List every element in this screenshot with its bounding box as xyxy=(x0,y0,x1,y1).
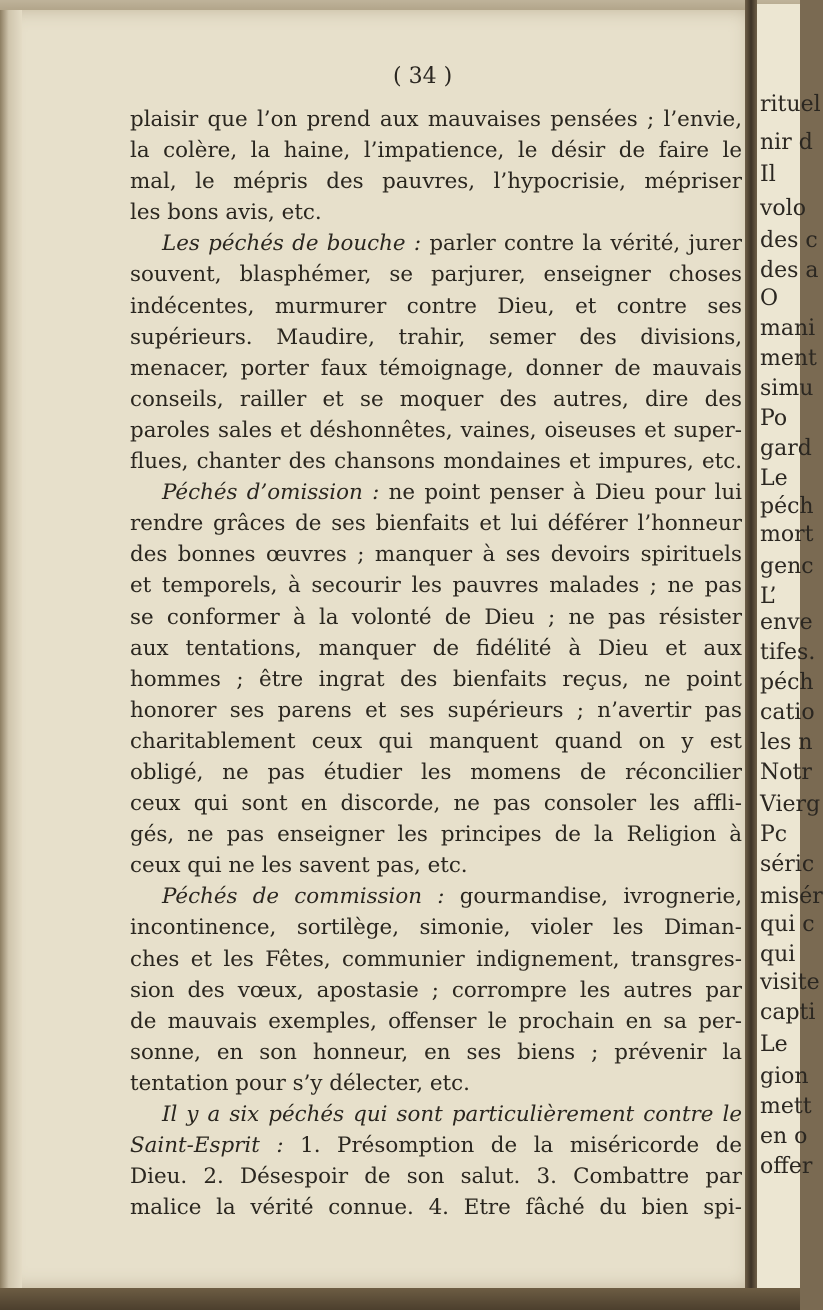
line-text: ceux qui ne les savent pas, etc. xyxy=(130,853,468,879)
text-line xyxy=(130,757,742,788)
line-text: de mauvais exemples, offenser le prochain en sa per- xyxy=(130,1008,742,1034)
line-text: sonne, en son honneur, en ses biens ; prévenir la xyxy=(130,1039,742,1065)
facing-page-fragment: ment xyxy=(760,346,817,371)
line-text: plaisir que l’on prend aux mauvaises pensées ; l’envie, xyxy=(130,107,742,132)
text-line xyxy=(130,1037,742,1068)
text-line xyxy=(130,135,742,166)
facing-page-fragment: Le xyxy=(760,466,788,491)
facing-page-fragment: misér xyxy=(760,884,823,909)
page-left-edge xyxy=(0,10,22,1288)
line-text: charitablement ceux qui manquent quand on y est xyxy=(130,728,742,754)
text-line xyxy=(130,788,742,819)
line-text: flues, chanter des chansons mondaines et impures, etc. xyxy=(130,449,742,475)
facing-page-fragment: mani xyxy=(760,316,816,341)
text-line xyxy=(130,1068,742,1099)
text-line xyxy=(130,166,742,197)
facing-page-fragment: tifes. xyxy=(760,640,816,665)
line-text: gourmandise, ivrognerie, xyxy=(444,884,742,910)
line-text: honorer ses parens et ses supérieurs ; n’avertir pas xyxy=(130,697,742,723)
facing-page-fragment: qui c xyxy=(760,912,815,937)
page-number: ( 34 ) xyxy=(393,64,453,89)
facing-page-fragment: Notr xyxy=(760,760,812,785)
facing-page-fragment: des a xyxy=(760,258,819,283)
facing-page-fragment: capti xyxy=(760,1000,816,1025)
line-text: rendre grâces de ses bienfaits et lui déférer l’honneur xyxy=(130,511,742,537)
facing-page-fragment: Vierg xyxy=(760,792,821,817)
text-line xyxy=(130,446,742,477)
facing-page-fragment: séric xyxy=(760,852,815,877)
text-line xyxy=(130,197,742,228)
section-heading-italic: Saint-Esprit : xyxy=(130,1133,284,1159)
line-text: les bons avis, etc. xyxy=(130,200,322,226)
line-text: conseils, railler et se moquer des autres, dire des xyxy=(130,386,742,412)
text-line xyxy=(130,850,742,881)
line-text: et temporels, à secourir les pauvres malades ; ne pas xyxy=(130,573,742,599)
text-line xyxy=(130,508,742,539)
line-text: indécentes, murmurer contre Dieu, et contre ses xyxy=(130,293,742,319)
facing-page-fragment: rituel xyxy=(760,92,821,117)
line-text: aux tentations, manquer de fidélité à Dieu et aux xyxy=(130,635,742,661)
text-line xyxy=(130,1099,742,1130)
line-text: paroles sales et déshonnêtes, vaines, oiseuses et super- xyxy=(130,417,742,443)
text-line xyxy=(130,602,742,633)
line-text: se conformer à la volonté de Dieu ; ne pas résister xyxy=(130,604,742,630)
facing-page-fragment: mort xyxy=(760,522,814,547)
text-line xyxy=(130,353,742,384)
section-heading-italic: Les péchés de bouche : xyxy=(162,231,422,257)
facing-page-fragment: L’ xyxy=(760,584,777,609)
line-text: souvent, blasphémer, se parjurer, enseigner choses xyxy=(130,262,742,288)
text-line xyxy=(130,415,742,446)
facing-page-fragment: Le xyxy=(760,1032,788,1057)
line-text: hommes ; être ingrat des bienfaits reçus, ne point xyxy=(130,666,742,692)
text-line xyxy=(130,664,742,695)
text-line xyxy=(130,975,742,1006)
facing-page-fragment: des c xyxy=(760,228,818,253)
text-line xyxy=(130,228,742,259)
facing-page-fragment: genc xyxy=(760,554,814,579)
text-line xyxy=(130,477,742,508)
text-line xyxy=(130,291,742,322)
line-text: supérieurs. Maudire, trahir, semer des divisions, xyxy=(130,324,742,350)
body-text xyxy=(130,104,742,1223)
facing-page-fragment: Po xyxy=(760,406,788,431)
text-line xyxy=(130,570,742,601)
facing-page-fragment: volo xyxy=(760,196,806,221)
line-text: incontinence, sortilège, simonie, violer les Diman- xyxy=(130,915,742,941)
facing-page-fragment: gard xyxy=(760,436,812,461)
text-line xyxy=(130,1192,742,1223)
text-line xyxy=(130,384,742,415)
facing-page-fragment: Pc xyxy=(760,822,788,847)
book-gutter xyxy=(745,0,757,1310)
line-text: gés, ne pas enseigner les principes de la Religion à xyxy=(130,822,742,848)
line-text: des bonnes œuvres ; manquer à ses devoirs spirituels xyxy=(130,542,742,568)
facing-page-fragment: O xyxy=(760,286,779,311)
facing-page-fragment: nir d xyxy=(760,130,813,155)
facing-page-fragment: en o xyxy=(760,1124,808,1149)
text-line xyxy=(130,633,742,664)
line-text: 1. Présomption de la miséricorde de xyxy=(283,1133,743,1159)
section-heading-italic: Il y a six péchés qui sont particulièrement contre le xyxy=(162,1102,742,1127)
facing-page-fragment: simu xyxy=(760,376,814,401)
text-line xyxy=(130,726,742,757)
facing-page-fragment: mett xyxy=(760,1094,812,1119)
text-line xyxy=(130,322,742,353)
facing-page-fragment: péch xyxy=(760,670,814,695)
line-text: ches et les Fêtes, communier indignement, transgres- xyxy=(130,946,742,972)
facing-page-fragment: gion xyxy=(760,1064,809,1089)
text-line xyxy=(130,944,742,975)
line-text: obligé, ne pas étudier les momens de réconcilier xyxy=(130,759,742,785)
section-heading-italic: Péchés d’omission : xyxy=(162,480,380,506)
text-line xyxy=(130,912,742,943)
text-line xyxy=(130,259,742,290)
line-text: la colère, la haine, l’impatience, le désir de faire le xyxy=(130,138,742,164)
facing-page-fragment: visite xyxy=(760,970,820,995)
facing-page-fragment: enve xyxy=(760,610,813,635)
text-line xyxy=(130,819,742,850)
page-bottom-edge xyxy=(0,1288,800,1310)
text-line xyxy=(130,695,742,726)
text-line xyxy=(130,881,742,912)
facing-page-fragment: péch xyxy=(760,494,814,519)
facing-page-fragment: qui xyxy=(760,942,796,967)
line-text: tentation pour s’y délecter, etc. xyxy=(130,1070,470,1096)
text-line xyxy=(130,1161,742,1192)
line-text: sion des vœux, apostasie ; corrompre les autres par xyxy=(130,977,742,1003)
text-line xyxy=(130,1130,742,1161)
line-text: Dieu. 2. Désespoir de son salut. 3. Combattre par xyxy=(130,1164,742,1190)
facing-page-fragment: les n xyxy=(760,730,813,755)
line-text: ceux qui sont en discorde, ne pas consoler les affli- xyxy=(130,791,742,817)
facing-page-fragment: offer xyxy=(760,1154,813,1179)
line-text: parler contre la vérité, jurer xyxy=(421,231,742,257)
facing-page xyxy=(757,4,823,1294)
line-text: ne point penser à Dieu pour lui xyxy=(379,480,742,506)
line-text: malice la vérité connue. 4. Etre fâché du bien spi- xyxy=(130,1195,742,1221)
text-line xyxy=(130,104,742,135)
line-text: mal, le mépris des pauvres, l’hypocrisie, mépriser xyxy=(130,169,742,195)
line-text: menacer, porter faux témoignage, donner de mauvais xyxy=(130,355,742,381)
section-heading-italic: Péchés de commission : xyxy=(162,884,445,910)
facing-page-fragment: catio xyxy=(760,700,815,725)
text-line xyxy=(130,539,742,570)
text-line xyxy=(130,1006,742,1037)
facing-page-fragment: Il xyxy=(760,162,776,187)
